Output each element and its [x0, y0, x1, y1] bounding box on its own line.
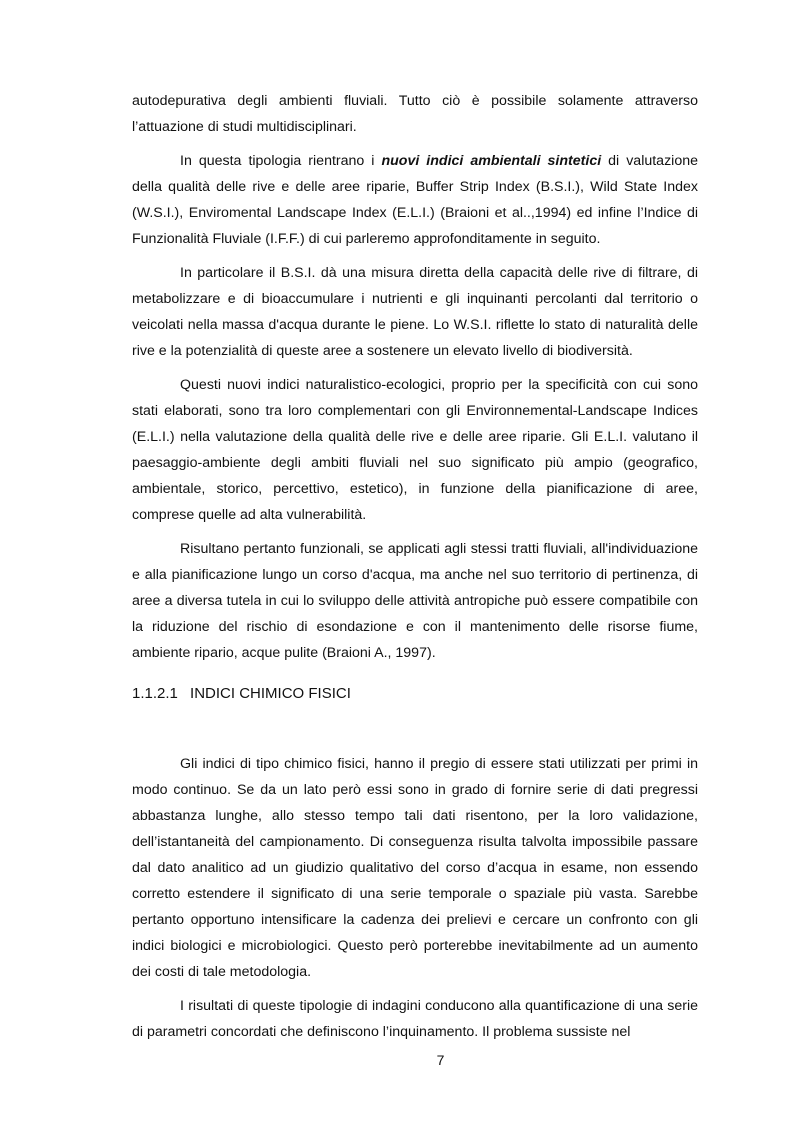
paragraph-eli: Questi nuovi indici naturalistico-ecologici, proprio per la specificità con cui sono stati elaborati, sono tra loro complementari con gli Environnemental-Landscape Indices (E.L.I.) nella valutazione della qualità delle rive e delle aree riparie. Gli E.L.I. valutano il paesaggio-ambiente degli ambiti fluviali nel suo significato più ampio (geografico, ambientale, storico, percettivo, estetico), in funzione della pianificazione di aree, comprese quelle ad alta vulnerabilità. [132, 377, 698, 523]
paragraph-text: In questa tipologia rientrano i [180, 153, 382, 169]
paragraph-text: di valutazione della qualità delle rive e delle aree riparie, Buffer Strip Index (B.S.I.), Wild State Index (W.S.I.), Enviromental Landscape Index (E.L.I.) (Braioni et al..,1994) ed infine l’Indice di Funzionalità Fluviale (I.F.F.) di cui parleremo approfonditamente in seguito. [132, 153, 698, 247]
paragraph-synthetic-indices [132, 148, 698, 252]
paragraph-functional: Risultano pertanto funzionali, se applicati agli stessi tratti fluviali, all'individuazione e alla pianificazione lungo un corso d'acqua, ma anche nel suo territorio di pertinenza, di aree a diversa tutela in cui lo sviluppo delle attività antropiche può essere compatibile con la riduzione del rischio di esondazione e con il mantenimento delle risorse fiume, ambiente ripario, acque pulite (Braioni A., 1997). [132, 541, 698, 661]
paragraph-continuation: autodepurativa degli ambienti fluviali. Tutto ciò è possibile solamente attraverso l’attuazione di studi multidisciplinari. [132, 93, 698, 135]
paragraph-chemical-indices: Gli indici di tipo chimico fisici, hanno il pregio di essere stati utilizzati per primi in modo continuo. Se da un lato però essi sono in grado di fornire serie di dati pregressi abbastanza lunghe, allo stesso tempo tali dati risentono, per la loro validazione, dell’istantaneità del campionamento. Di conseguenza risulta talvolta impossibile passare dal dato analitico ad un giudizio qualitativo del corso d’acqua in esame, non essendo corretto estendere il significato di una serie temporale o spaziale più vasta. Sarebbe pertanto opportuno intensificare la cadenza dei prelievi e cercare un confronto con gli indici biologici e microbiologici. Questo però porterebbe inevitabilmente ad un aumento dei costi di tale metodologia. [132, 756, 698, 980]
emphasized-term: nuovi indici ambientali sintetici [381, 153, 602, 169]
paragraph-results: I risultati di queste tipologie di indagini conducono alla quantificazione di una serie di parametri concordati che definiscono l’inquinamento. Il problema sussiste nel [132, 998, 698, 1040]
page-number: 7 [436, 1052, 445, 1068]
section-title: INDICI CHIMICO FISICI [190, 685, 351, 702]
paragraph-bsi: In particolare il B.S.I. dà una misura diretta della capacità delle rive di filtrare, di metabolizzare e di bioaccumulare i nutrienti e gli inquinanti percolanti dal territorio o veicolati nella massa d'acqua durante le piene. Lo W.S.I. riflette lo stato di naturalità delle rive e la potenzialità di queste aree a sostenere un elevato livello di biodiversità. [132, 265, 698, 359]
section-number: 1.1.2.1 [132, 685, 178, 702]
document-page [132, 88, 698, 1053]
section-heading [132, 684, 698, 704]
